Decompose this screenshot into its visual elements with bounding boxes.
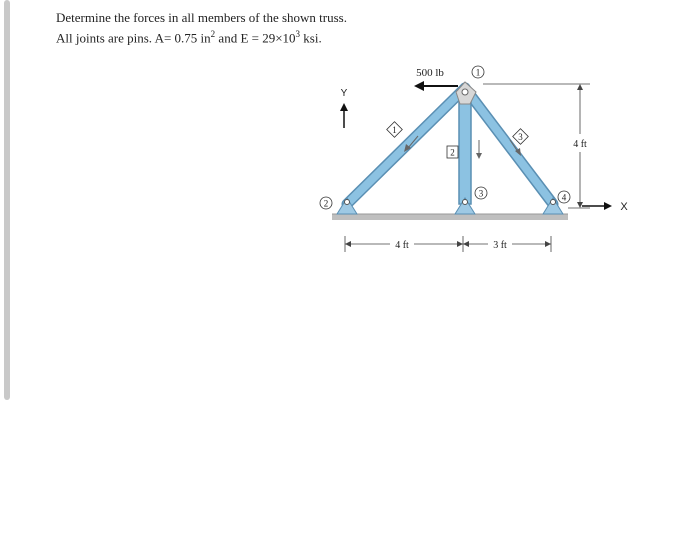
ground-strip	[332, 214, 568, 220]
x-axis-arrowhead	[604, 202, 612, 210]
left-span-arrow-r	[457, 241, 463, 247]
node-label-1	[472, 66, 484, 78]
right-span-arrow-l	[463, 241, 469, 247]
load-arrowhead	[414, 81, 424, 91]
element-label-2	[447, 146, 458, 158]
node-label-2	[320, 197, 332, 209]
pin-node-4	[551, 200, 556, 205]
pin-node-3	[463, 200, 468, 205]
svg-text:2: 2	[323, 198, 329, 209]
y-axis-label: Y	[340, 88, 348, 99]
element-label-1	[387, 122, 403, 138]
load-label: 500 lb	[416, 67, 444, 79]
right-span-label: 3 ft	[493, 240, 507, 251]
left-span-label: 4 ft	[395, 240, 409, 251]
pin-node-2	[345, 200, 350, 205]
height-dim-label: 4 ft	[573, 139, 587, 150]
svg-text:1: 1	[475, 67, 481, 78]
x-axis-label: X	[620, 201, 628, 213]
svg-text:3: 3	[518, 132, 523, 142]
height-dim-arrow-top	[577, 84, 583, 90]
y-axis-arrowhead	[340, 103, 348, 111]
node-label-4	[558, 191, 570, 203]
member-2	[459, 94, 471, 204]
node-label-3	[475, 187, 487, 199]
height-dim-arrow-bottom	[577, 202, 583, 208]
right-span-arrow-r	[545, 241, 551, 247]
member-3-fill	[465, 88, 553, 204]
problem-line-2: All joints are pins. A= 0.75 $in^2$ and $E = 29\times 10^3$ ksi.	[56, 29, 322, 46]
apex-pin	[462, 89, 468, 95]
svg-text:3: 3	[478, 188, 484, 199]
svg-text:4: 4	[561, 192, 567, 203]
svg-text:1: 1	[392, 125, 397, 135]
problem-line-1: Determine the forces in all members of the shown truss.	[56, 10, 347, 25]
svg-text:2: 2	[450, 147, 455, 158]
member-2-arrowhead	[476, 153, 482, 159]
left-span-arrow-l	[345, 241, 351, 247]
element-label-3	[513, 129, 529, 145]
